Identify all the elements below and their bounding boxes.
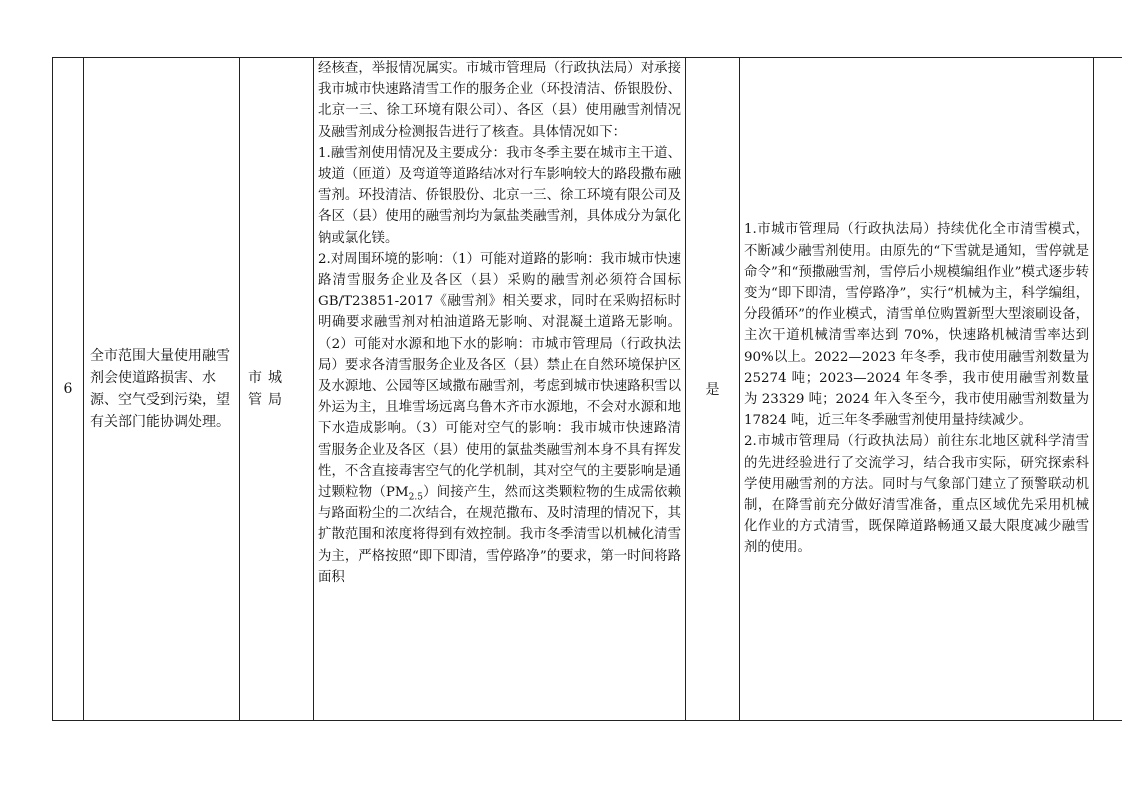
result-paragraph: 2.市城市管理局（行政执法局）前往东北地区就科学清雪的先进经验进行了交流学习，结合我市实际，研究探索科学使用融雪剂的方法。同时与气象部门建立了预警联动机制，在降雪前充分做好清雪准备，重点区域优先采用机械化作业的方式清雪，既保障道路畅通又最大限度减少融雪剂的使用。	[744, 434, 1089, 556]
result-paragraph: 1.市城市管理局（行政执法局）持续优化全市清雪模式，不断减少融雪剂使用。由原先的“下雪就是通知，雪停就是命令”和“预撒融雪剂，雪停后小规模编组作业”模式逐步转变为“即下即清，雪停路净”，实行“机械为主，科学编组，分段循环”的作业模式，清雪单位购置新型大型滚刷设备，主次干道机械清雪率达到 70%，快速路机械清雪率达到 90%以上。2022—2023 年冬季，我市使用融雪剂数量为 25274 吨；2023—2024 年冬季，我市使用融雪剂数量为 23329 吨；2024 年入冬至今，我市使用融雪剂数量为 17824 吨，近三年冬季融雪剂使用量持续减少。	[744, 222, 1089, 429]
responsible-department: 市城管局	[240, 58, 314, 721]
verified-flag: 是	[686, 58, 740, 721]
handling-result	[740, 58, 1094, 721]
detail-text: ）间接产生，然而这类颗粒物的生成需依赖与路面粉尘的二次结合，在规范撒布、及时清理的情况下，其扩散范围和浓度将得到有效控制。我市冬季清雪以机械化清雪为主，严格按照“即下即清，雪停路净”的要求，第一时间将路面积	[318, 485, 681, 585]
detail-paragraph: 1.融雪剂使用情况及主要成分：我市冬季主要在城市主干道、坡道（匝道）及弯道等道路结冰对行车影响较大的路段撒布融雪剂。环投清洁、侨银股份、北京一三、徐工环境有限公司及各区（县）使用的融雪剂均为氯盐类融雪剂，具体成分为氯化钠或氯化镁。	[318, 145, 681, 246]
remark-cell	[1094, 58, 1122, 721]
verification-detail-cell	[314, 58, 686, 721]
table-row	[53, 58, 1122, 721]
verification-detail	[318, 58, 681, 720]
detail-paragraph	[318, 249, 681, 588]
detail-text: 2.对周围环境的影响：（1）可能对道路的影响：我市城市快速路清雪服务企业及各区（县）采购的融雪剂必须符合国标 GB/T23851-2017《融雪剂》相关要求，同时在采购招标时明确要求融雪剂对柏油道路无影响、对混凝土道路无影响。（2）可能对水源和地下水的影响：市城市管理局（行政执法局）要求各清雪服务企业及各区（县）禁止在自然环境保护区及水源地、公园等区域撒布融雪剂，考虑到城市快速路积雪以外运为主，且堆雪场远离乌鲁木齐市水源地，不会对水源和地下水造成影响。（3）可能对空气的影响：我市城市快速路清雪服务企业及各区（县）使用的氯盐类融雪剂本身不具有挥发性，不含直接毒害空气的化学机制，其对空气的主要影响是通过颗粒物（PM	[318, 251, 681, 501]
issue-description: 全市范围大量使用融雪剂会使道路损害、水源、空气受到污染，望有关部门能协调处理。	[84, 58, 240, 721]
complaint-table	[52, 57, 1122, 721]
pm-subscript: 2.5	[408, 492, 423, 503]
row-number: 6	[53, 58, 84, 721]
detail-paragraph: 经核查，举报情况属实。市城市管理局（行政执法局）对承接我市城市快速路清雪工作的服务企业（环投清洁、侨银股份、北京一三、徐工环境有限公司）、各区（县）使用融雪剂情况及融雪剂成分检测报告进行了核查。具体情况如下：	[318, 61, 681, 140]
